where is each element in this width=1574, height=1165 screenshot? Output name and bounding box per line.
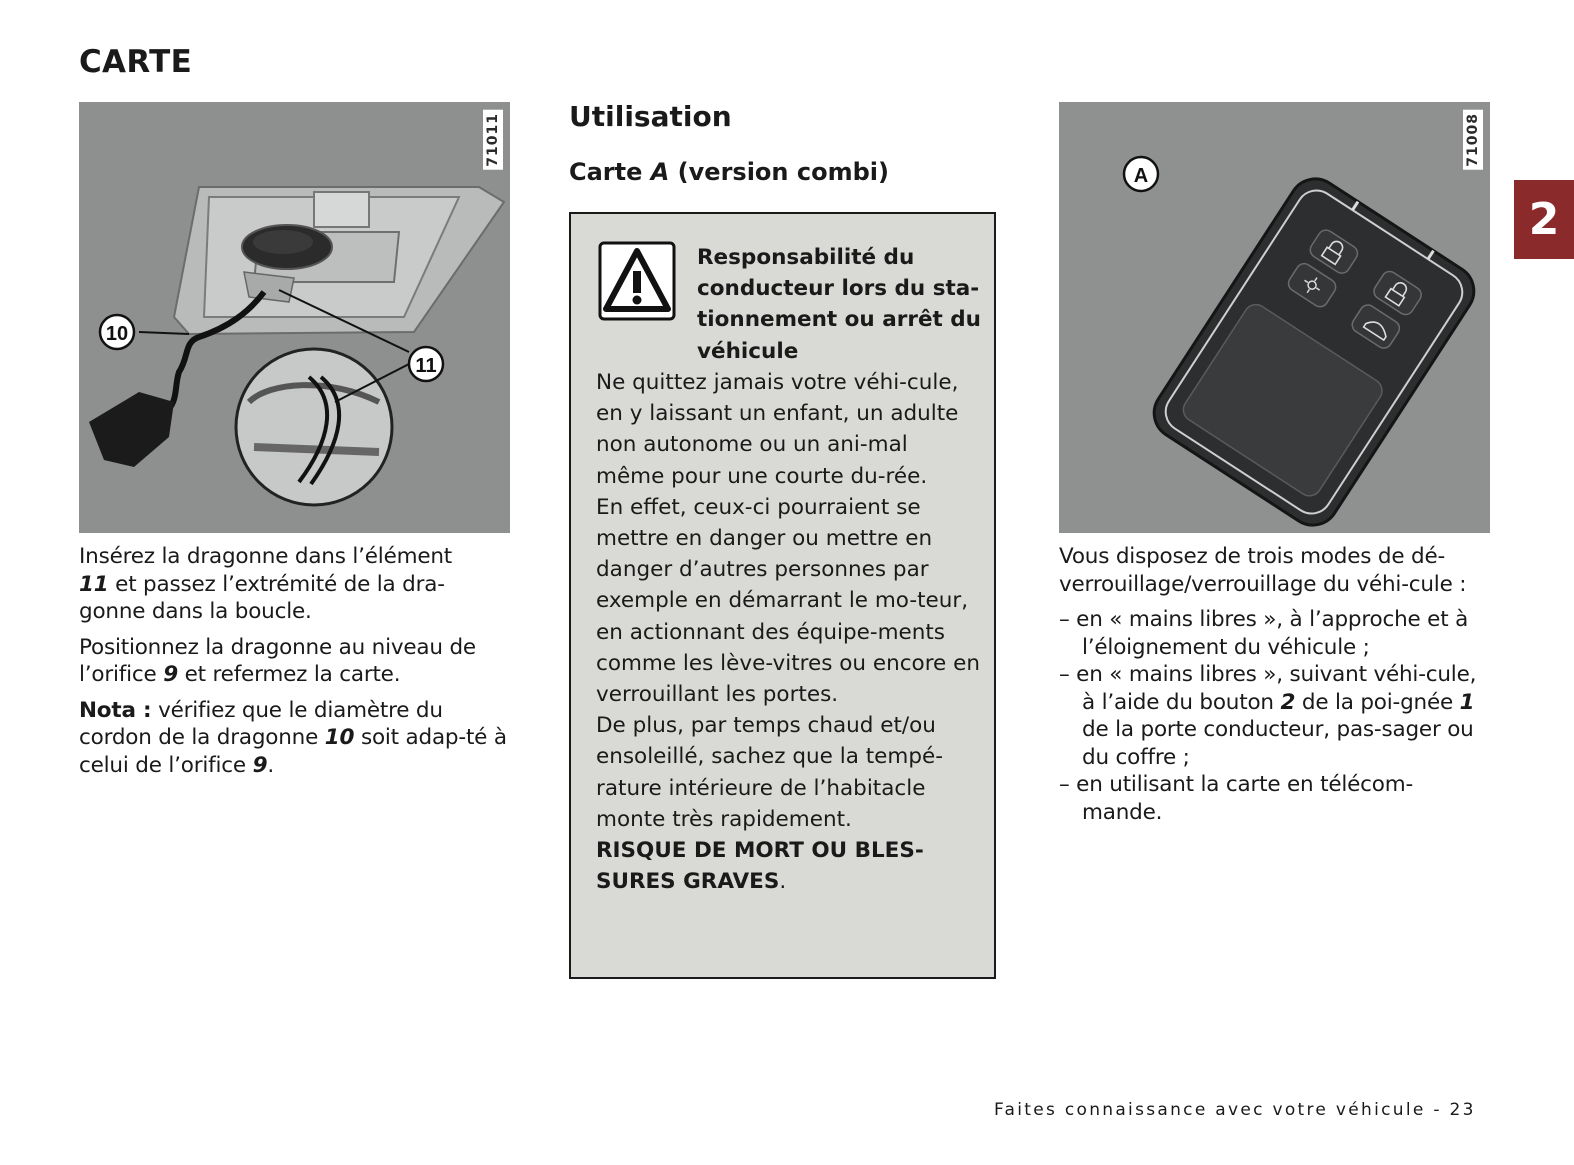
danger-text: RISQUE DE MORT OU BLES-SURES GRAVES <box>596 838 924 895</box>
page-title: CARTE <box>79 44 193 80</box>
warning-paragraph-2: En effet, ceux-ci pourraient se mettre en danger ou mettre en danger d’autres personnes par exemple en démarrant le mo-teur, en actionnant des équipe-ments comme les lève-vitres ou encore en verrouillant les portes. <box>596 494 980 708</box>
nota-label: Nota : <box>79 697 152 723</box>
warning-triangle-icon <box>598 241 676 321</box>
figure-card-a <box>1059 102 1490 533</box>
warning-box <box>569 212 996 979</box>
text-fragment: . <box>267 752 274 778</box>
text-fragment: et passez l’extrémité de la dra-gonne dans la boucle. <box>79 571 445 624</box>
figure-code-right: 71008 <box>1463 110 1483 170</box>
paragraph-position-strap <box>79 634 511 689</box>
figure-code-left: 71011 <box>483 110 503 170</box>
text-fragment: – en « mains libres », suivant véhi-cule, à l’aide du bouton <box>1059 662 1477 715</box>
text-fragment: soit adap-té à celui de l’orifice <box>79 725 507 778</box>
ref-10: 10 <box>324 725 355 750</box>
callout-a-label: A <box>1133 165 1149 187</box>
warning-title: Responsabilité du conducteur lors du sta-tionnement ou arrêt du véhicule <box>697 245 981 364</box>
paragraph-modes-intro: Vous disposez de trois modes de dé-verrouillage/verrouillage du véhi-cule : <box>1059 544 1467 597</box>
text-fragment: de la poi-gnée <box>1295 689 1460 715</box>
section-heading-utilisation: Utilisation <box>569 100 732 133</box>
callout-11-label: 11 <box>415 355 437 377</box>
chapter-tab[interactable]: 2 <box>1514 180 1574 259</box>
modes-list <box>1059 606 1491 826</box>
paragraph-insert-strap <box>79 543 511 626</box>
text-fragment: vérifiez que le diamètre du cordon de la dragonne <box>79 697 443 750</box>
warning-paragraph-3: De plus, par temps chaud et/ou ensoleillé, sachez que la tempé-rature intérieure de l’habitacle monte très rapidement. <box>596 713 943 832</box>
list-item: – en « mains libres », à l’approche et à l’éloignement du véhicule ; <box>1059 607 1469 660</box>
text-fragment: Insérez la dragonne dans l’élément <box>79 544 453 569</box>
paragraph-nota <box>79 697 511 780</box>
list-item: – en utilisant la carte en télécom-mande. <box>1059 772 1414 825</box>
figure-card-strap <box>79 102 510 533</box>
warning-paragraph-1: Ne quittez jamais votre véhi-cule, en y laissant un enfant, un adulte non autonome ou un ani-mal même pour une courte du-rée. <box>596 370 959 489</box>
card-strap-illustration <box>79 102 510 533</box>
callout-10-label: 10 <box>105 323 129 345</box>
ref-11: 11 <box>79 571 109 597</box>
ref-1: 1 <box>1459 689 1475 715</box>
text-fragment: Carte <box>569 158 651 186</box>
page-footer: Faites connaissance avec votre véhicule - 23 <box>994 1100 1476 1120</box>
text-fragment: (version combi) <box>669 158 889 186</box>
warning-danger-line <box>596 835 981 897</box>
text-fragment: Positionnez la dragonne au niveau de l’orifice <box>79 634 476 687</box>
list-item <box>1059 661 1491 771</box>
ref-9: 9 <box>163 662 178 687</box>
ref-2: 2 <box>1280 689 1296 715</box>
text-fragment: et refermez la carte. <box>177 662 401 687</box>
card-a-illustration <box>1059 102 1490 533</box>
right-column-text <box>1059 543 1491 826</box>
ref-9: 9 <box>252 752 268 778</box>
text-fragment: . <box>779 869 787 895</box>
text-fragment: de la porte conducteur, pas-sager ou du coffre ; <box>1082 717 1474 770</box>
left-column-text <box>79 543 511 787</box>
ref-a: A <box>650 158 670 186</box>
subheading-carte-a <box>569 158 889 186</box>
warning-body <box>596 367 981 897</box>
